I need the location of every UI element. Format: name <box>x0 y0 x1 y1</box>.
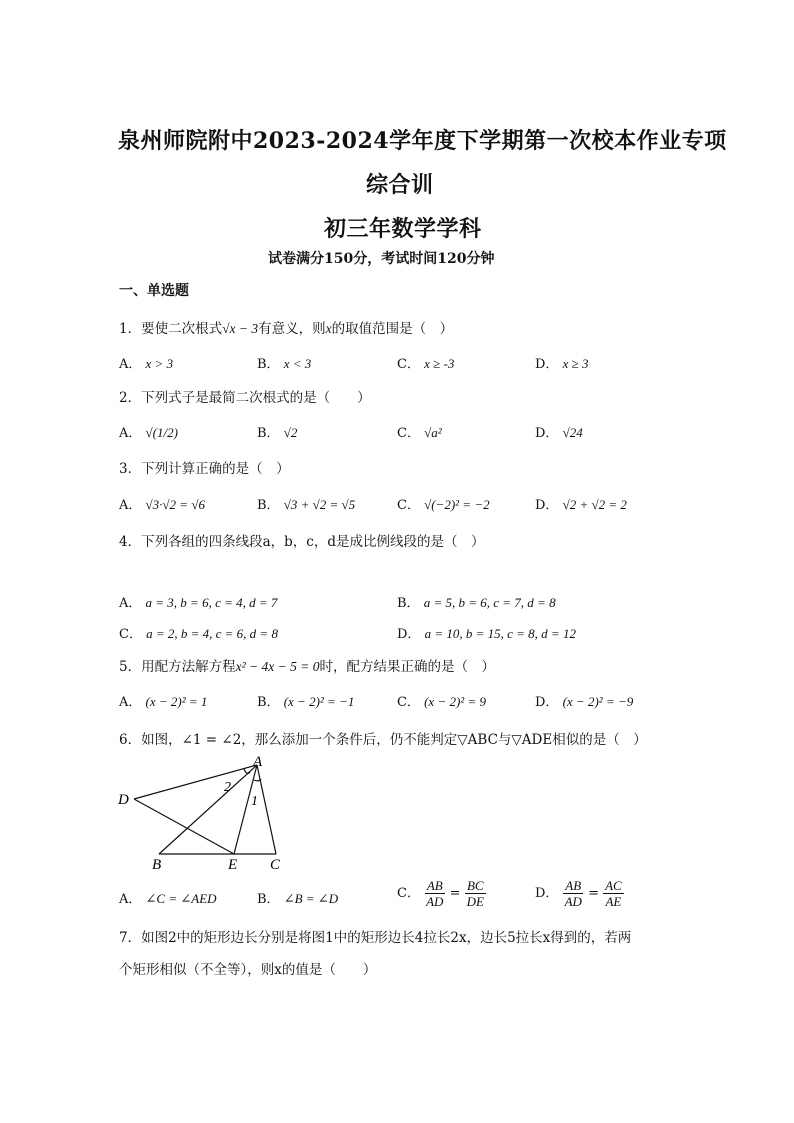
question-7-line2: 个矩形相似（不全等），则x的值是（ ） <box>119 962 377 978</box>
subject-title: 初三年数学学科 <box>324 216 482 242</box>
exam-info: 试卷满分150分，考试时间120分钟 <box>268 251 495 267</box>
question-stem: 如图2中的矩形边长分别是将图1中的矩形边长4拉长2x，边长5拉长x得到的，若两 <box>141 930 632 946</box>
question-stem: 要使二次根式 <box>141 321 223 337</box>
segment-AE <box>234 765 257 854</box>
angle-2-arc <box>244 769 250 773</box>
section-heading: 一、单选题 <box>119 283 189 299</box>
option-b: B． x < 3 <box>257 356 312 372</box>
question-5 <box>119 655 495 675</box>
option-a: A． ∠C = ∠AED <box>119 891 217 907</box>
option-c: C． √(−2)² = −2 <box>397 497 490 513</box>
option-a: A． (x − 2)² = 1 <box>119 694 208 710</box>
question-3 <box>119 457 290 477</box>
label-angle-1: 1 <box>251 794 258 809</box>
option-a: A． √3·√2 = √6 <box>119 497 205 513</box>
page-title: 泉州师院附中2023-2024学年度下学期第一次校本作业专项 <box>118 128 727 154</box>
label-E: E <box>228 857 238 873</box>
fraction: $\frac{BC}{DE}$ <box>466 878 484 909</box>
question-number: 7． <box>119 930 142 946</box>
label-angle-2: 2 <box>224 780 231 795</box>
question-number: 2． <box>119 390 142 406</box>
option-a: A． a = 3, b = 6, c = 4, d = 7 <box>119 595 278 611</box>
option-c: C． √a² <box>397 425 442 441</box>
option-b: B． √2 <box>257 425 298 441</box>
label-D: D <box>118 792 129 808</box>
option-d: D． a = 10, b = 15, c = 8, d = 12 <box>397 626 576 642</box>
option-c: C． a = 2, b = 4, c = 6, d = 8 <box>119 626 278 642</box>
segment-DE <box>134 799 234 854</box>
question-stem: 有意义，则 <box>258 321 326 337</box>
option-c: C． $\frac{AB}{AD}$ = $\frac{BC}{DE}$ <box>397 878 484 909</box>
question-stem: 时，配方结果正确的是（ ） <box>319 659 495 675</box>
option-c: C． x ≥ -3 <box>397 356 455 372</box>
label-A: A <box>253 754 263 770</box>
option-a: A． √(1/2) <box>119 425 178 441</box>
question-number: 6． <box>119 732 142 748</box>
question-stem: 下列各组的四条线段a，b，c，d是成比例线段的是（ ） <box>141 534 485 550</box>
page-title-line2: 综合训 <box>366 172 434 198</box>
option-d: D． √24 <box>535 425 583 441</box>
option-b: B． (x − 2)² = −1 <box>257 694 355 710</box>
question-7 <box>119 926 631 946</box>
option-b: B． ∠B = ∠D <box>257 891 339 907</box>
option-a: A． x > 3 <box>119 356 174 372</box>
option-d: D． (x − 2)² = −9 <box>535 694 634 710</box>
option-d: D． $\frac{AB}{AD}$ = $\frac{AC}{AE}$ <box>535 878 622 909</box>
option-c: C． (x − 2)² = 9 <box>397 694 486 710</box>
option-b: B． √3 + √2 = √5 <box>257 497 356 513</box>
question-2 <box>119 386 371 406</box>
question-number: 4． <box>119 534 142 550</box>
question-stem: 下列计算正确的是（ ） <box>141 461 290 477</box>
fraction: $\frac{AC}{AE}$ <box>605 878 622 909</box>
question-number: 1． <box>119 321 142 337</box>
math-expression: x² − 4x − 5 = 0 <box>235 659 320 674</box>
question-number: 3． <box>119 461 142 477</box>
fraction: $\frac{AB}{AD}$ <box>426 878 444 909</box>
segment-AC <box>257 765 276 854</box>
question-6 <box>119 728 647 748</box>
question-stem: 如图，∠1 = ∠2，那么添加一个条件后，仍不能判定▽ABC与▽ADE相似的是（ ） <box>141 732 647 748</box>
question-4 <box>119 530 485 550</box>
question-stem: 的取值范围是（ ） <box>331 321 454 337</box>
option-b: B． a = 5, b = 6, c = 7, d = 8 <box>397 595 556 611</box>
fraction: $\frac{AB}{AD}$ <box>564 878 582 909</box>
question-1 <box>119 317 453 337</box>
math-variable: x <box>325 321 332 336</box>
question-number: 5． <box>119 659 142 675</box>
option-d: D． √2 + √2 = 2 <box>535 497 627 513</box>
question-stem: 用配方法解方程 <box>141 659 236 675</box>
math-expression: √x − 3 <box>222 321 259 336</box>
question-stem: 下列式子是最简二次根式的是（ ） <box>141 390 371 406</box>
option-d: D． x ≥ 3 <box>535 356 589 372</box>
triangle-figure <box>110 752 310 874</box>
label-B: B <box>152 857 162 873</box>
label-C: C <box>270 857 281 873</box>
